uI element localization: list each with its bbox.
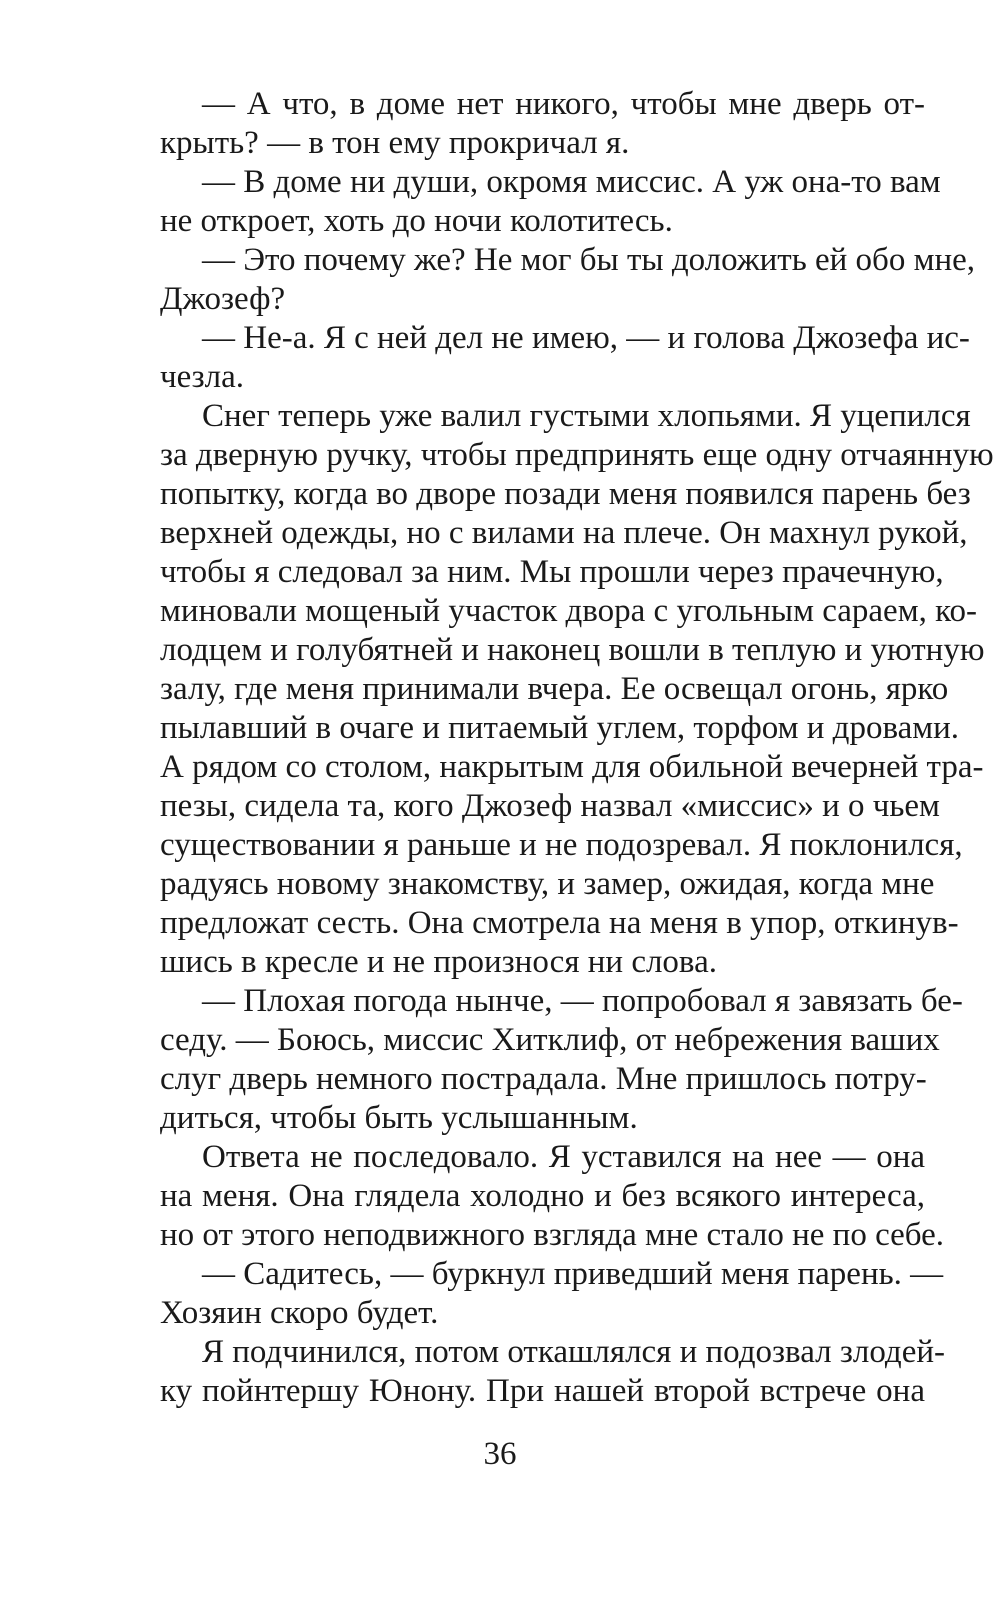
text-line: Ответа не последовало. Я уставился на нее — она: [202, 1139, 925, 1175]
page-body: [160, 85, 994, 1411]
text-line: Хозяин скоро будет.: [160, 1295, 439, 1331]
text-line: но от этого неподвижного взгляда мне стало не по себе.: [160, 1217, 945, 1253]
text-line: диться, чтобы быть услышанным.: [160, 1100, 638, 1136]
text-line: залу, где меня принимали вчера. Ее освещал огонь, ярко: [160, 671, 949, 707]
text-line: А рядом со столом, накрытым для обильной вечерней тра-: [160, 749, 984, 785]
text-line: — А что, в доме нет никого, чтобы мне дверь от-: [202, 86, 925, 122]
text-line: слуг дверь немного пострадала. Мне пришлось потру-: [160, 1061, 927, 1097]
text-line: Джозеф?: [160, 281, 286, 317]
text-line: пылавший в очаге и питаемый углем, торфом и дровами.: [160, 710, 960, 746]
text-line: пезы, сидела та, кого Джозеф назвал «миссис» и о чьем: [160, 788, 940, 824]
text-line: — В доме ни души, окромя миссис. А уж она-то вам: [202, 164, 941, 200]
text-line: радуясь новому знакомству, и замер, ожидая, когда мне: [160, 866, 935, 902]
text-line: Я подчинился, потом откашлялся и подозвал злодей-: [202, 1334, 945, 1370]
text-line: Снег теперь уже валил густыми хлопьями. Я уцепился: [202, 398, 971, 434]
text-line: — Это почему же? Не мог бы ты доложить ей обо мне,: [202, 242, 976, 278]
text-line: седу. — Боюсь, миссис Хитклиф, от небрежения ваших: [160, 1022, 940, 1058]
text-line: ку пойнтершу Юнону. При нашей второй встрече она: [160, 1373, 925, 1409]
text-line: верхней одежды, но с вилами на плече. Он махнул рукой,: [160, 515, 968, 551]
text-line: — Садитесь, — буркнул приведший меня парень. —: [202, 1256, 944, 1292]
text-block: [160, 85, 994, 1411]
text-line: чтобы я следовал за ним. Мы прошли через прачечную,: [160, 554, 944, 590]
text-line: — Не-а. Я с ней дел не имею, — и голова Джозефа ис-: [202, 320, 970, 356]
text-line: не откроет, хоть до ночи колотитесь.: [160, 203, 673, 239]
page-number: 36: [483, 1436, 517, 1472]
text-line: — Плохая погода нынче, — попробовал я завязать бе-: [202, 983, 963, 1019]
text-line: на меня. Она глядела холодно и без всякого интереса,: [160, 1178, 925, 1214]
text-line: попытку, когда во дворе позади меня появился парень без: [160, 476, 971, 512]
text-line: шись в кресле и не произнося ни слова.: [160, 944, 717, 980]
text-line: миновали мощеный участок двора с угольным сараем, ко-: [160, 593, 977, 629]
text-line: чезла.: [160, 359, 245, 395]
text-line: за дверную ручку, чтобы предпринять еще одну отчаянную: [160, 437, 994, 473]
text-line: крыть? — в тон ему прокричал я.: [160, 125, 630, 161]
text-line: существовании я раньше и не подозревал. Я поклонился,: [160, 827, 963, 863]
text-line: лодцем и голубятней и наконец вошли в теплую и уютную: [160, 632, 985, 668]
text-line: предложат сесть. Она смотрела на меня в упор, откинув-: [160, 905, 959, 941]
